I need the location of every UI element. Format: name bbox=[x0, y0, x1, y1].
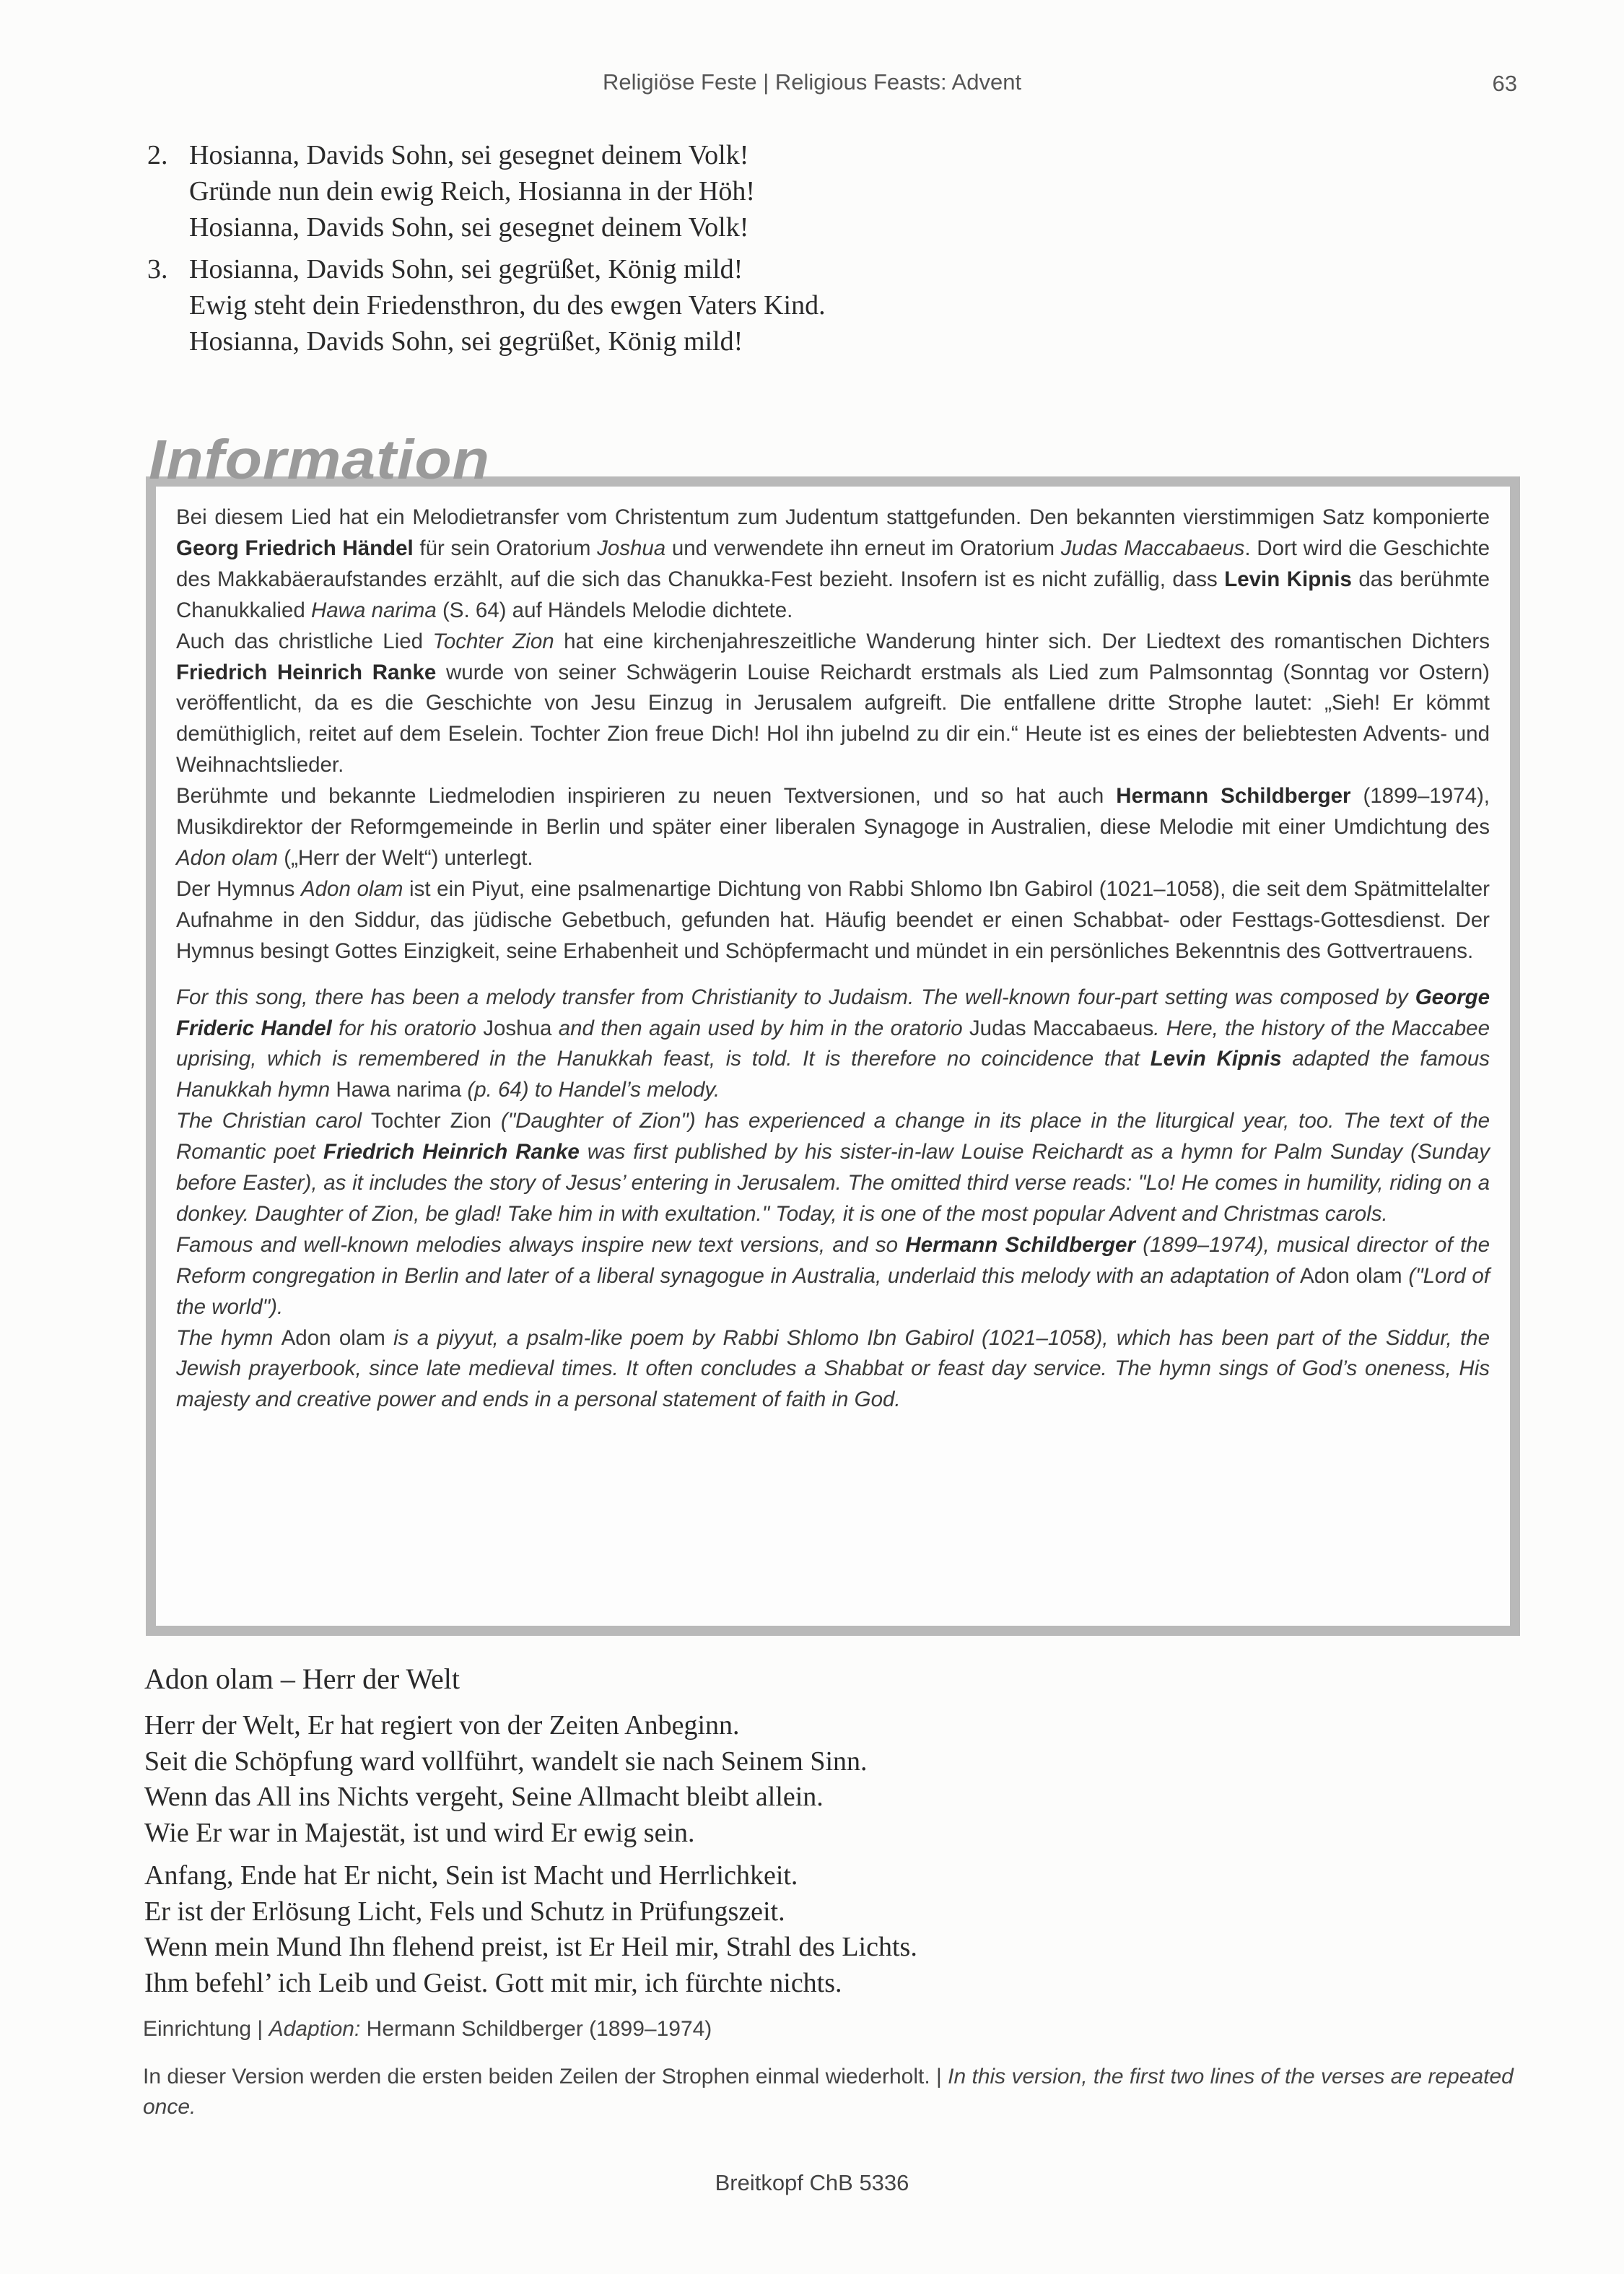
verse-3 bbox=[147, 251, 826, 360]
info-paragraph-de-4: Der Hymnus Adon olam ist ein Piyut, eine psalmenartige Dichtung von Rabbi Shlomo Ibn Gabirol (1021–1058), die seit dem Spätmittelalter Aufnahme in den Siddur, das jüdische Gebetbuch, gefunden hat. Häufig beendet er einen Schabbat- oder Festtags-Gottesdienst. Der Hymnus besingt Gottes Einzigkeit, seine Erhabenheit und Schöpfermacht und mündet in ein persönliches Bekenntnis des Gottvertrauens. bbox=[176, 876, 1490, 963]
verse-line: Hosianna, Davids Sohn, sei gegrüßet, König mild! bbox=[189, 326, 743, 357]
stanza-line: Seit die Schöpfung ward vollführt, wandelt sie nach Seinem Sinn. bbox=[144, 1746, 868, 1777]
stanza-line: Wenn das All ins Nichts vergeht, Seine Allmacht bleibt allein. bbox=[144, 1782, 824, 1812]
info-paragraph-en-1: For this song, there has been a melody transfer from Christianity to Judaism. The well-known four-part setting was composed by George Frideric Handel for his oratorio Joshua and then again used by him in the oratorio Judas Maccabaeus. Here, the history of the Maccabee uprising, which is remembered in the Hanukkah feast, is told. It is therefore no coincidence that Levin Kipnis adapted the famous Hanukkah hymn Hawa narima (p. 64) to Handel’s melody. bbox=[176, 985, 1490, 1102]
stanza-line: Wie Er war in Majestät, ist und wird Er ewig sein. bbox=[144, 1817, 695, 1848]
running-header: Religiöse Feste | Religious Feasts: Advent bbox=[602, 69, 1022, 95]
info-paragraph-en-3: Famous and well-known melodies always inspire new text versions, and so Hermann Schildberger (1899–1974), musical director of the Reform congregation in Berlin and later of a liberal synagogue in Australia, underlaid this melody with an adaptation of Adon olam ("Lord of the world"). bbox=[176, 1232, 1490, 1319]
verse-line: Gründe nun dein ewig Reich, Hosianna in der Höh! bbox=[189, 176, 756, 206]
hymn-verses bbox=[147, 137, 826, 365]
info-paragraph-en-4: The hymn Adon olam is a piyyut, a psalm-like poem by Rabbi Shlomo Ibn Gabirol (1021–1058), which has been part of the Siddur, the Jewish prayerbook, since late medieval times. It often concludes a Shabbat or feast day service. The hymn sings of God’s oneness, His majesty and creative power and ends in a personal statement of faith in God. bbox=[176, 1325, 1490, 1412]
footer-catalog-number: Breitkopf ChB 5336 bbox=[715, 2170, 909, 2195]
information-heading: Information bbox=[149, 427, 490, 491]
stanza-line: Wenn mein Mund Ihn flehend preist, ist Er Heil mir, Strahl des Lichts. bbox=[144, 1932, 917, 1962]
verse-line: Hosianna, Davids Sohn, sei gesegnet deinem Volk! bbox=[189, 212, 749, 243]
info-paragraph-de-3: Berühmte und bekannte Liedmelodien inspirieren zu neuen Textversionen, und so hat auch Hermann Schildberger (1899–1974), Musikdirektor der Reformgemeinde in Berlin und später einer liberalen Synagoge in Australien, diese Melodie mit einer Umdichtung des Adon olam („Herr der Welt“) unterlegt. bbox=[176, 784, 1490, 870]
info-paragraph-de-1: Bei diesem Lied hat ein Melodietransfer vom Christentum zum Judentum stattgefunden. Den bekannten vierstimmigen Satz komponierte Georg Friedrich Händel für sein Oratorium Joshua und verwendete ihn erneut im Oratorium Judas Maccabaeus. Dort wird die Geschichte des Makkabäeraufstandes erzählt, auf die sich das Chanukka-Fest bezieht. Insofern ist es nicht zufällig, dass Levin Kipnis das berühmte Chanukkalied Hawa narima (S. 64) auf Händels Melodie dichtete. bbox=[176, 505, 1490, 622]
verse-line: Hosianna, Davids Sohn, sei gesegnet deinem Volk! bbox=[189, 140, 749, 170]
stanza-2 bbox=[144, 1858, 917, 2001]
info-paragraph-de-2: Auch das christliche Lied Tochter Zion hat eine kirchenjahreszeitliche Wanderung hinter sich. Der Liedtext des romantischen Dichters Friedrich Heinrich Ranke wurde von seiner Schwägerin Louise Reichardt erstmals als Lied zum Palmsonntag (Sonntag vor Ostern) veröffentlicht, da es die Geschichte von Jesu Einzug in Jerusalem aufgreift. Die entfallene dritte Strophe lautet: „Sieh! Er kömmt demüthiglich, reitet auf dem Eselein. Tochter Zion freue Dich! Hol ihn jubelnd zu dir ein.“ Heute ist es eines der beliebtesten Advents- und Weihnachtslieder. bbox=[176, 629, 1490, 777]
stanza-1 bbox=[144, 1708, 917, 1851]
verse-line: Ewig steht dein Friedensthron, du des ewgen Vaters Kind. bbox=[189, 290, 826, 321]
verse-number: 3. bbox=[147, 254, 168, 284]
adaptation-credit: Einrichtung | Adaption: Hermann Schildberger (1899–1974) bbox=[143, 2017, 712, 2041]
verse-number: 2. bbox=[147, 140, 168, 170]
info-paragraph-en-2: The Christian carol Tochter Zion ("Daughter of Zion") has experienced a change in its place in the liturgical year, too. The text of the Romantic poet Friedrich Heinrich Ranke was first published by his sister-in-law Louise Reichardt as a hymn for Palm Sunday (Sunday before Easter), as it includes the story of Jesus’ entering in Jerusalem. The omitted third verse reads: "Lo! He comes in humility, riding on a donkey. Daughter of Zion, be glad! Take him in with exultation." Today, it is one of the most popular Advent and Christmas carols. bbox=[176, 1109, 1490, 1226]
song-stanzas bbox=[144, 1708, 917, 2008]
stanza-line: Er ist der Erlösung Licht, Fels und Schutz in Prüfungszeit. bbox=[144, 1896, 785, 1927]
stanza-line: Ihm befehl’ ich Leib und Geist. Gott mit mir, ich fürchte nichts. bbox=[144, 1967, 842, 1998]
information-box bbox=[146, 476, 1520, 1636]
stanza-line: Anfang, Ende hat Er nicht, Sein ist Macht und Herrlichkeit. bbox=[144, 1860, 798, 1891]
stanza-line: Herr der Welt, Er hat regiert von der Zeiten Anbeginn. bbox=[144, 1710, 740, 1741]
verse-2 bbox=[147, 137, 826, 245]
song-title: Adon olam – Herr der Welt bbox=[144, 1663, 460, 1695]
verse-line: Hosianna, Davids Sohn, sei gegrüßet, König mild! bbox=[189, 254, 743, 284]
page-number: 63 bbox=[1492, 71, 1517, 96]
version-note: In dieser Version werden die ersten beiden Zeilen der Strophen einmal wiederholt. | In this version, the first two lines of the verses are repeated once. bbox=[143, 2065, 1514, 2119]
